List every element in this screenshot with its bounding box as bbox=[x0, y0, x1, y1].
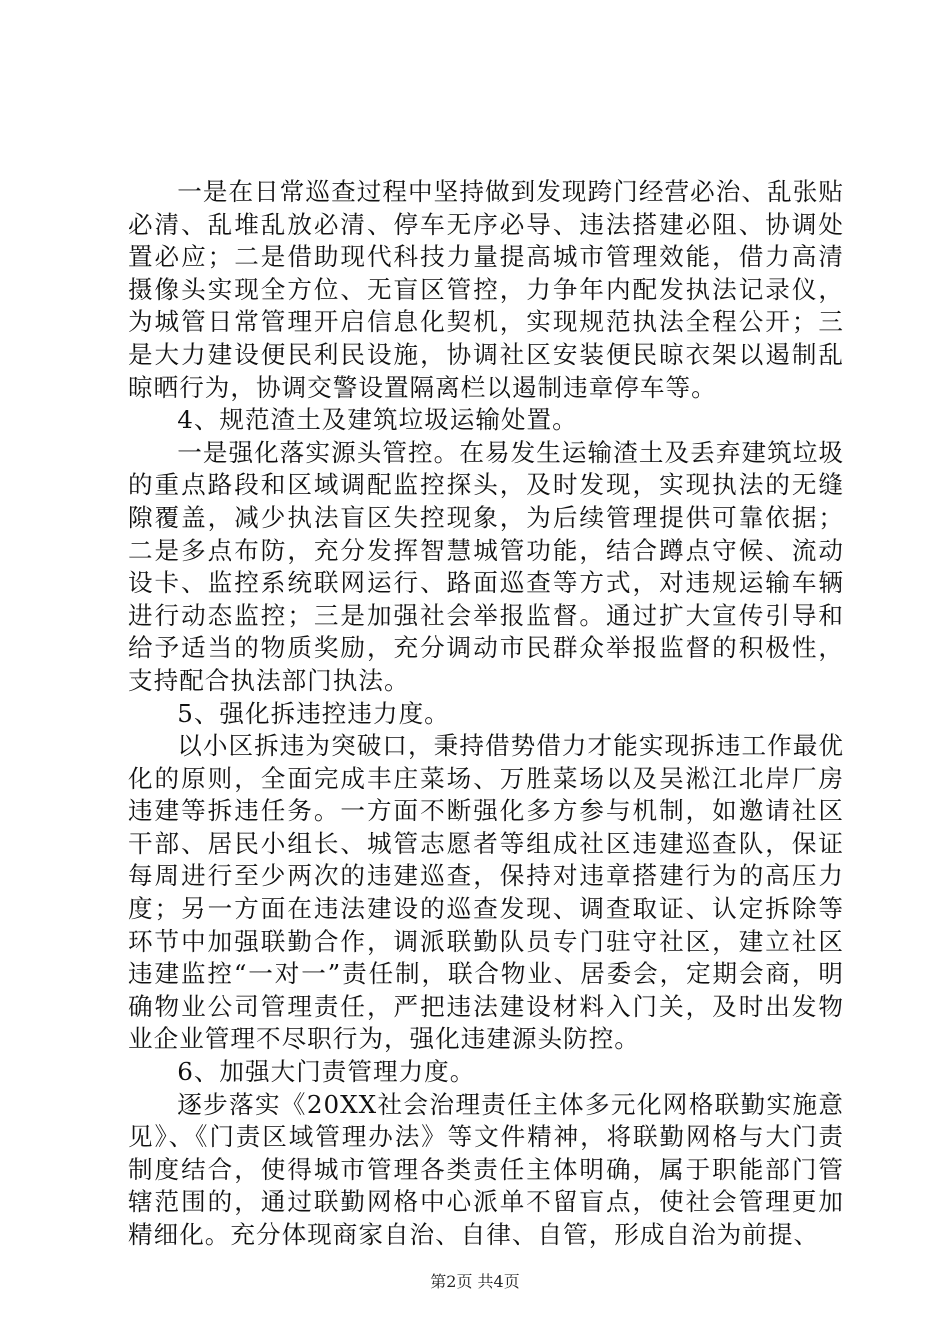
section-heading-5: 5、强化拆违控违力度。 bbox=[177, 698, 450, 728]
paragraph-1: 一是在日常巡查过程中坚持做到发现跨门经营必治、乱张贴必清、乱堆乱放必清、停车无序必导、违法搭建必阻、协调处置必应；二是借助现代科技力量提高城市管理效能，借力高清摄像头实现全方位、无盲区管控，力争年内配发执法记录仪，为城管日常管理开启信息化契机，实现规范执法全程公开；三是大力建设便民利民设施，协调社区安装便民晾衣架以遏制乱晾晒行为，协调交警设置隔离栏以遏制违章停车等。 bbox=[128, 177, 844, 402]
paragraph-3: 以小区拆违为突破口，秉持借势借力才能实现拆违工作最优化的原则，全面完成丰庄菜场、万胜菜场以及吴淞江北岸厂房违建等拆违任务。一方面不断强化多方参与机制，如邀请社区干部、居民小组长、城管志愿者等组成社区违建巡查队，保证每周进行至少两次的违建巡查，保持对违章搭建行为的高压力度；另一方面在违法建设的巡查发现、调查取证、认定拆除等环节中加强联勤合作，调派联勤队员专门驻守社区，建立社区违建监控“一对一”责任制，联合物业、居委会，定期会商，明确物业公司管理责任，严把违法建设材料入门关，及时出发物业企业管理不尽职行为，强化违建源头防控。 bbox=[128, 731, 844, 1054]
paragraph-2: 一是强化落实源头管控。在易发生运输渣土及丢弃建筑垃圾的重点路段和区域调配监控探头，及时发现，实现执法的无缝隙覆盖，减少执法盲区失控现象，为后续管理提供可靠依据；二是多点布防，充分发挥智慧城管功能，结合蹲点守候、流动设卡、监控系统联网运行、路面巡查等方式，对违规运输车辆进行动态监控；三是加强社会举报监督。通过扩大宣传引导和给予适当的物质奖励，充分调动市民群众举报监督的积极性，支持配合执法部门执法。 bbox=[128, 437, 844, 695]
section-heading-6: 6、加强大门责管理力度。 bbox=[177, 1057, 476, 1087]
paragraph-4: 逐步落实《20XX社会治理责任主体多元化网格联勤实施意见》、《门责区域管理办法》等文件精神，将联勤网格与大门责制度结合，使得城市管理各类责任主体明确，属于职能部门管辖范围的，通过联勤网格中心派单不留盲点，使社会管理更加精细化。充分体现商家自治、自律、自管，形成自治为前提、 bbox=[128, 1089, 844, 1249]
document-body bbox=[128, 176, 844, 1252]
section-heading-4: 4、规范渣土及建筑垃圾运输处置。 bbox=[177, 405, 578, 435]
page-number-footer: 第2页 共4页 bbox=[430, 1272, 520, 1291]
